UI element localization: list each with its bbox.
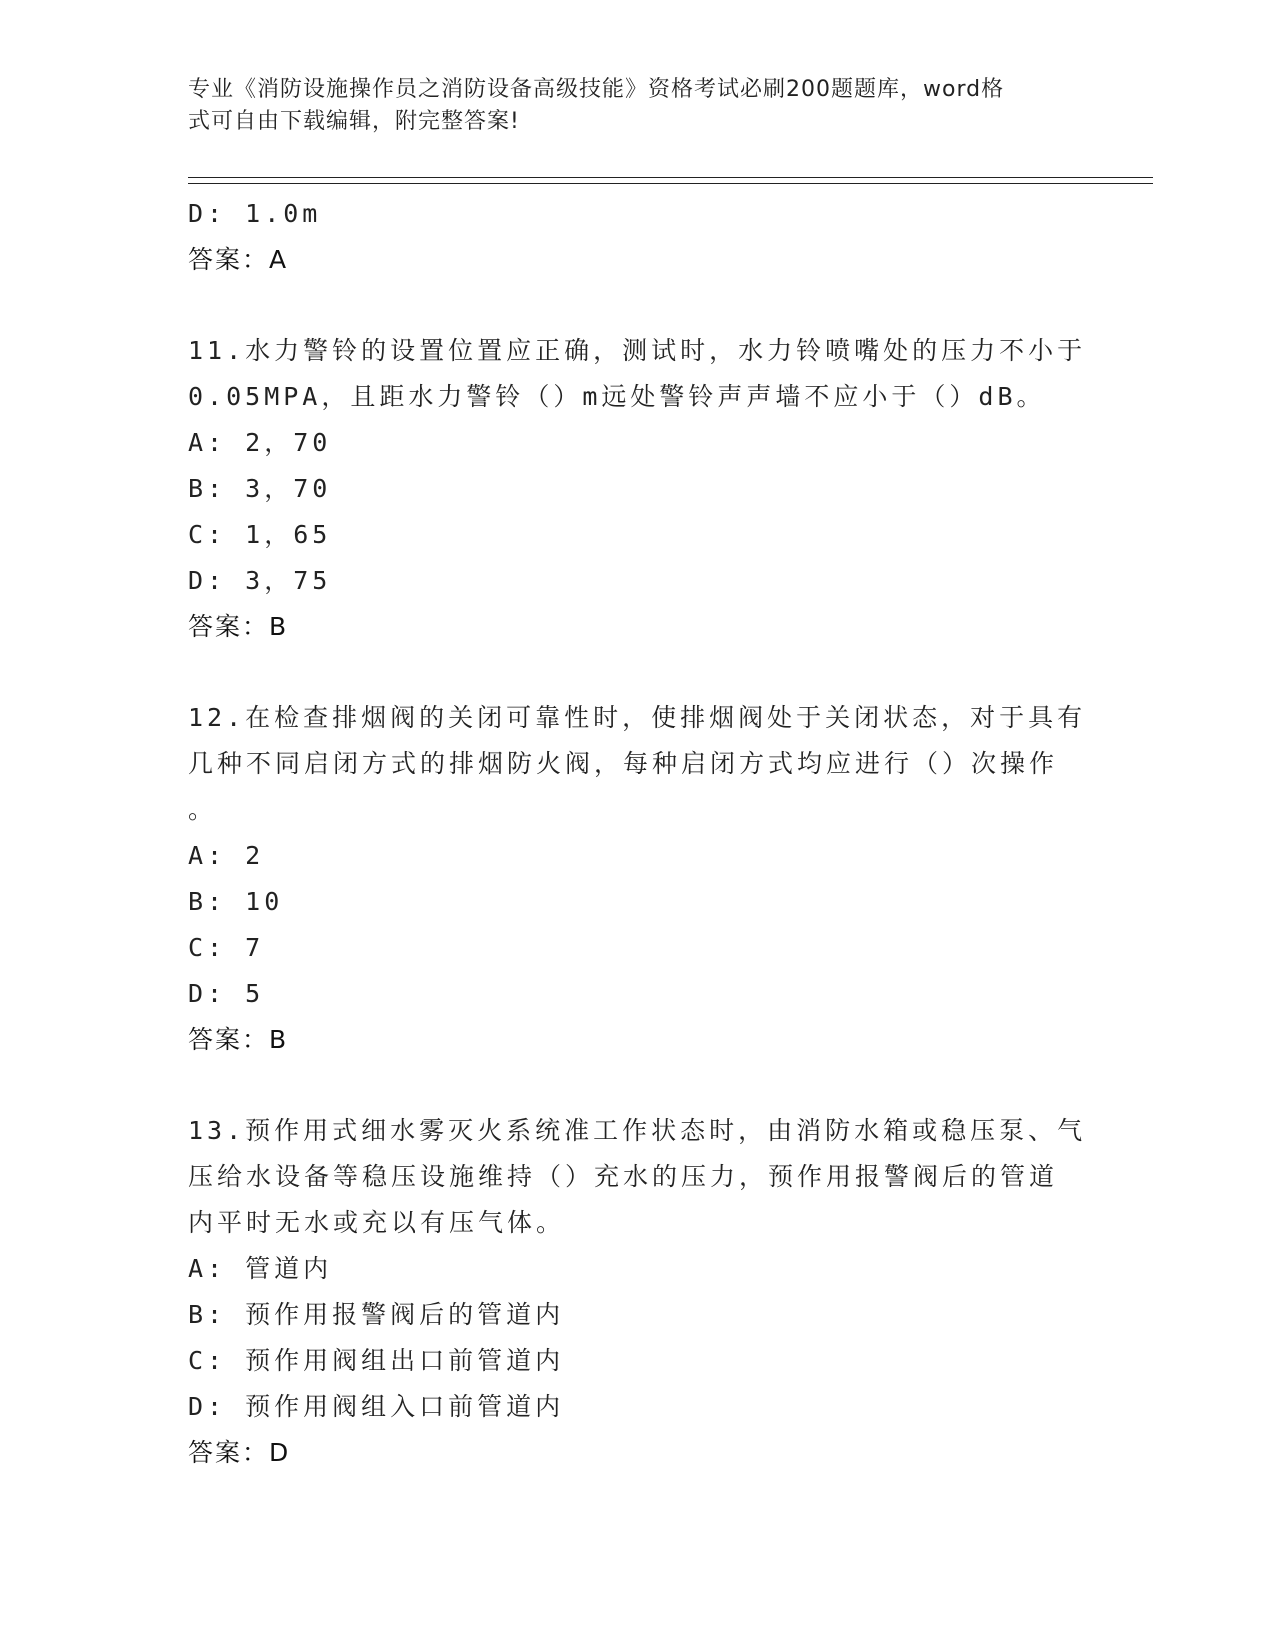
option-d: D: 3，75 (188, 566, 332, 595)
spacer (188, 283, 1088, 328)
option-c: C: 7 (188, 933, 265, 962)
answer: 答案：B (188, 1025, 289, 1054)
option-d: D: 预作用阀组入口前管道内 (188, 1392, 565, 1421)
question-content (188, 191, 1088, 1476)
document-header (188, 74, 1068, 138)
option-d: D: 5 (188, 979, 265, 1008)
question-stem-line: 内平时无水或充以有压气体。 (188, 1208, 566, 1237)
header-divider-top (188, 177, 1153, 178)
option-c: C: 预作用阀组出口前管道内 (188, 1346, 565, 1375)
question-stem-line: 。 (188, 795, 218, 824)
answer: 答案：B (188, 612, 289, 641)
option-b: B: 3，70 (188, 474, 332, 503)
spacer (188, 650, 1088, 695)
answer: 答案：D (188, 1438, 291, 1467)
question-stem-line: 12.在检查排烟阀的关闭可靠性时，使排烟阀处于关闭状态，对于具有 (188, 703, 1087, 732)
option-c: C: 1，65 (188, 520, 332, 549)
option-a: A: 2，70 (188, 428, 332, 457)
question-stem-line: 压给水设备等稳压设施维持（）充水的压力，预作用报警阀后的管道 (188, 1162, 1059, 1191)
option-a: A: 管道内 (188, 1254, 333, 1283)
spacer (188, 1063, 1088, 1108)
header-line-1: 专业《消防设施操作员之消防设备高级技能》资格考试必刷200题题库，word格 (188, 77, 1005, 102)
prev-answer: 答案：A (188, 245, 289, 274)
header-line-2: 式可自由下载编辑，附完整答案! (188, 109, 520, 134)
question-stem-line: 0.05MPA，且距水力警铃（）m远处警铃声声墙不应小于（）dB。 (188, 382, 1046, 411)
option-b: B: 10 (188, 887, 284, 916)
prev-option-d: D: 1.0m (188, 199, 322, 228)
question-13 (188, 1108, 1088, 1476)
question-stem-line: 几种不同启闭方式的排烟防火阀，每种启闭方式均应进行（）次操作 (188, 749, 1059, 778)
option-a: A: 2 (188, 841, 265, 870)
header-divider-bottom (188, 183, 1153, 184)
question-stem-line: 11.水力警铃的设置位置应正确，测试时，水力铃喷嘴处的压力不小于 (188, 336, 1087, 365)
option-b: B: 预作用报警阀后的管道内 (188, 1300, 565, 1329)
question-stem-line: 13.预作用式细水雾灭火系统准工作状态时，由消防水箱或稳压泵、气 (188, 1116, 1087, 1145)
question-11 (188, 328, 1088, 650)
question-12 (188, 695, 1088, 1063)
